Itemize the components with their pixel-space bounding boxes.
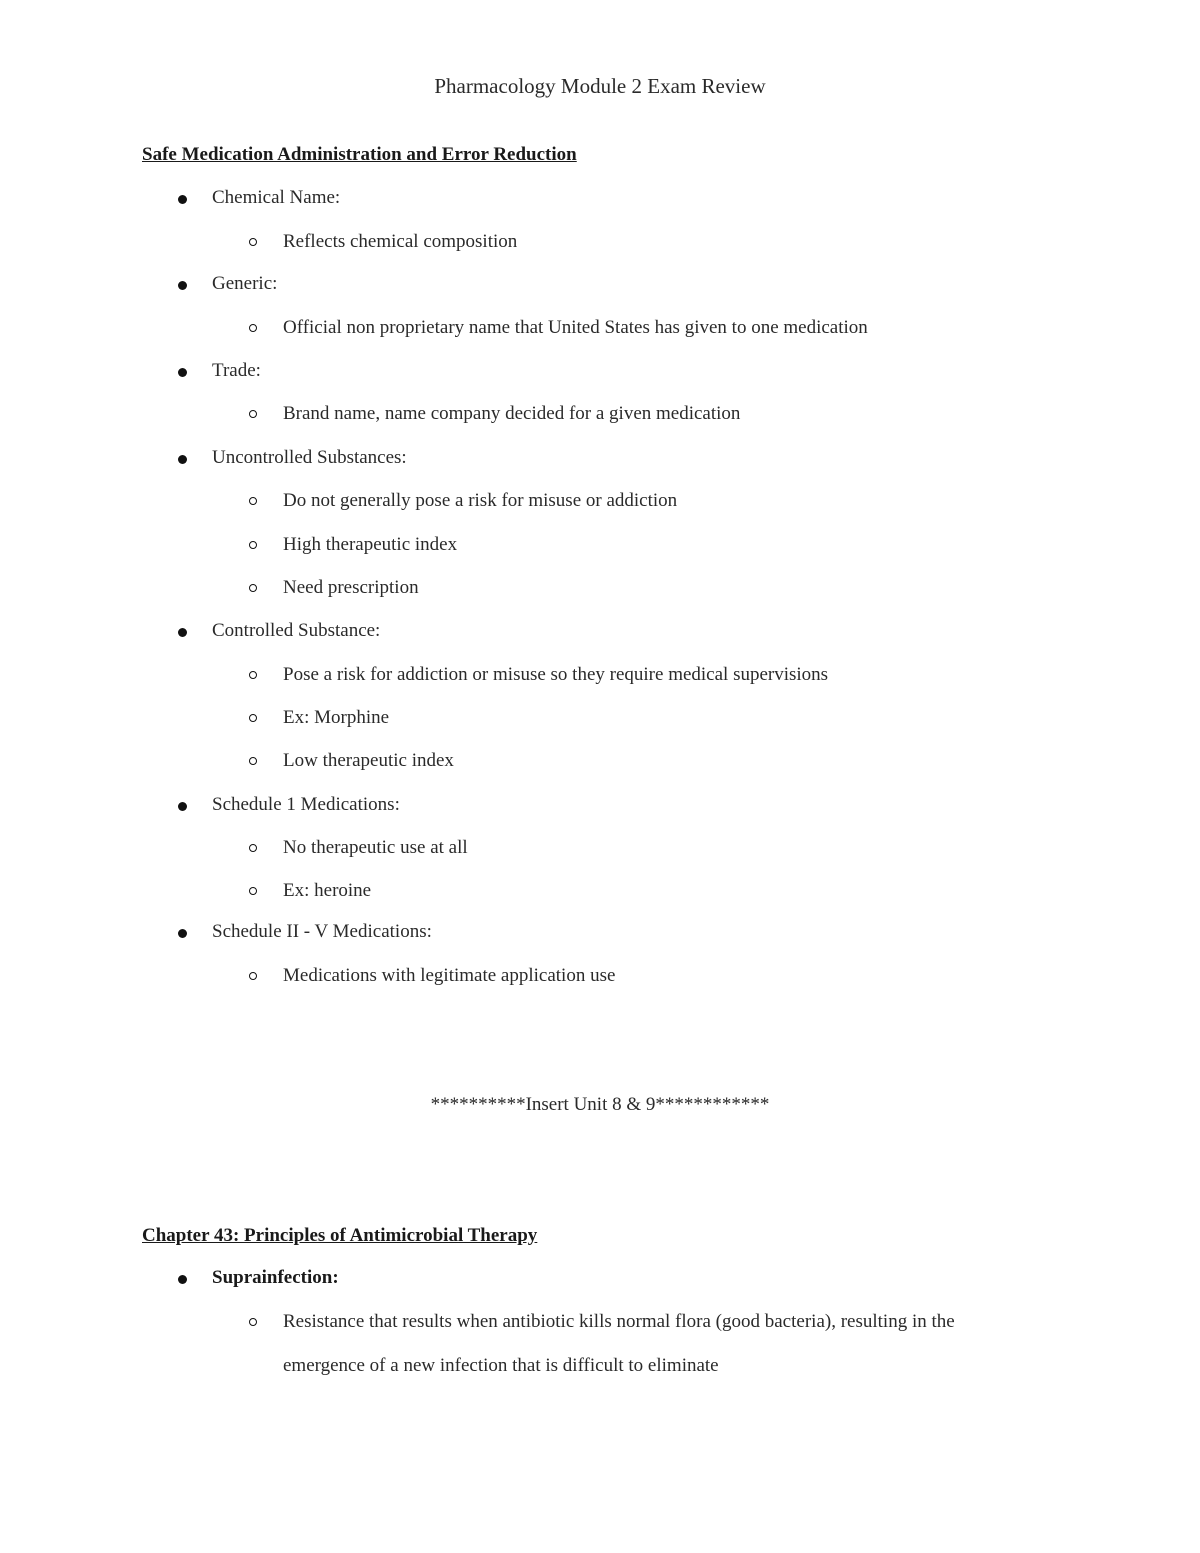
list-item-label: Suprainfection: [212,1267,339,1288]
bullet-circle-icon [249,887,257,895]
bullet-circle-icon [249,757,257,765]
sub-list-item-text: Official non proprietary name that United States has given to one medication [283,317,868,338]
section-heading-antimicrobial: Chapter 43: Principles of Antimicrobial Therapy [142,1225,538,1246]
sub-list-item-text: Resistance that results when antibiotic kills normal flora (good bacteria), resulting in the [283,1311,955,1332]
bullet-circle-icon [249,844,257,852]
list-item-label: Generic: [212,273,278,294]
bullet-circle-icon [249,714,257,722]
bullet-dot-icon [178,455,187,464]
bullet-dot-icon [178,281,187,290]
list-item-label: Controlled Substance: [212,620,381,641]
document-title: Pharmacology Module 2 Exam Review [434,74,766,98]
bullet-dot-icon [178,195,187,204]
list-item-label: Schedule 1 Medications: [212,794,400,815]
sub-list-item-text: High therapeutic index [283,534,458,555]
sub-list-item-text: Need prescription [283,577,419,598]
sub-list-item-text: Do not generally pose a risk for misuse or addiction [283,490,678,511]
sub-list-item-text: Pose a risk for addiction or misuse so they require medical supervisions [283,664,829,685]
bullet-dot-icon [178,368,187,377]
bullet-circle-icon [249,238,257,246]
bullet-circle-icon [249,584,257,592]
bullet-circle-icon [249,410,257,418]
sub-list-item-text: Ex: Morphine [283,707,390,728]
list-item-label: Schedule II - V Medications: [212,921,432,942]
bullet-circle-icon [249,671,257,679]
sub-list-item-text: Brand name, name company decided for a given medication [283,403,741,424]
bullet-circle-icon [249,972,257,980]
bullet-circle-icon [249,541,257,549]
sub-list-item-continuation: emergence of a new infection that is difficult to eliminate [283,1355,719,1376]
section-heading-safe-medication: Safe Medication Administration and Error Reduction [142,144,577,165]
insert-note: **********Insert Unit 8 & 9************ [430,1094,770,1115]
sub-list-item-text: Ex: heroine [283,880,372,901]
bullet-circle-icon [249,497,257,505]
sub-list-item-text: Low therapeutic index [283,750,454,771]
list-item-label: Uncontrolled Substances: [212,447,407,468]
bullet-dot-icon [178,929,187,938]
list-item-label: Trade: [212,360,261,381]
bullet-circle-icon [249,1318,257,1326]
bullet-dot-icon [178,1275,187,1284]
sub-list-item-text: Medications with legitimate application use [283,965,616,986]
bullet-dot-icon [178,628,187,637]
sub-list-item-text: Reflects chemical composition [283,231,518,252]
bullet-dot-icon [178,802,187,811]
list-item-label: Chemical Name: [212,187,341,208]
sub-list-item-text: No therapeutic use at all [283,837,468,858]
bullet-circle-icon [249,324,257,332]
